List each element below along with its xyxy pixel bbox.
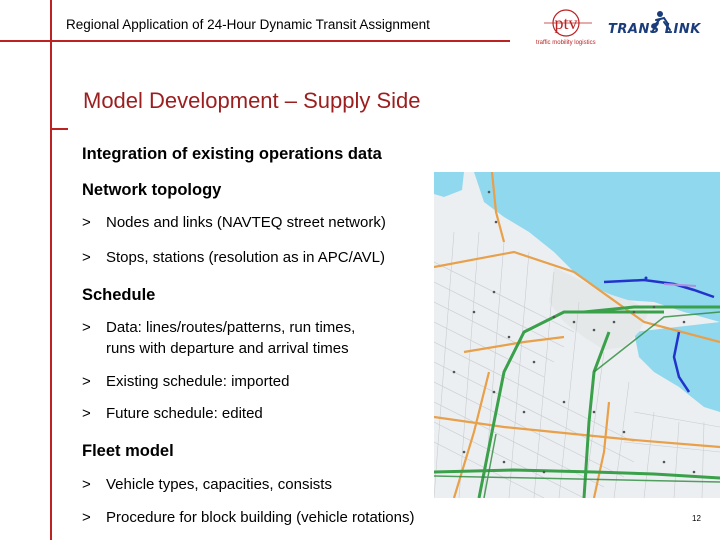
translink-wordmark: TRANS LINK	[608, 22, 701, 37]
bullet-text: Stops, stations (resolution as in APC/AVL)	[106, 249, 386, 266]
chevron-right-icon: >	[82, 319, 91, 336]
page-title: Model Development – Supply Side	[83, 88, 421, 113]
bullet-item	[82, 319, 355, 336]
title-tick	[50, 128, 68, 130]
bullet-text: Procedure for block building (vehicle rotations)	[106, 509, 415, 526]
transit-network-map	[434, 172, 720, 498]
section-heading-schedule: Schedule	[82, 286, 156, 304]
ptv-logo-text: ptv	[554, 13, 578, 33]
bullet-item	[82, 476, 332, 493]
bullet-continuation: runs with departure and arrival times	[106, 340, 349, 357]
chevron-right-icon: >	[82, 214, 91, 231]
chevron-right-icon: >	[82, 405, 91, 422]
chevron-right-icon: >	[82, 373, 91, 390]
header-rule	[0, 40, 510, 42]
bullet-item	[82, 249, 385, 266]
bullet-item	[82, 214, 386, 231]
bullet-item	[82, 405, 263, 422]
chevron-right-icon: >	[82, 476, 91, 493]
vertical-rule	[50, 0, 52, 540]
bullet-text: Future schedule: edited	[106, 405, 263, 422]
bullet-item	[82, 373, 289, 390]
chevron-right-icon: >	[82, 509, 91, 526]
bullet-text: Data: lines/routes/patterns, run times,	[106, 319, 356, 336]
ptv-tagline: traffic mobility logistics	[536, 40, 596, 46]
section-heading-integration: Integration of existing operations data	[82, 145, 382, 163]
chevron-right-icon: >	[82, 249, 91, 266]
bullet-text: Vehicle types, capacities, consists	[106, 476, 332, 493]
header-title: Regional Application of 24-Hour Dynamic Transit Assignment	[66, 17, 430, 32]
bullet-text: Existing schedule: imported	[106, 373, 290, 390]
bullet-item	[82, 509, 415, 526]
page-number: 12	[692, 514, 701, 523]
bullet-text: Nodes and links (NAVTEQ street network)	[106, 214, 386, 231]
section-heading-fleet-model: Fleet model	[82, 442, 174, 460]
section-heading-network-topology: Network topology	[82, 181, 222, 199]
